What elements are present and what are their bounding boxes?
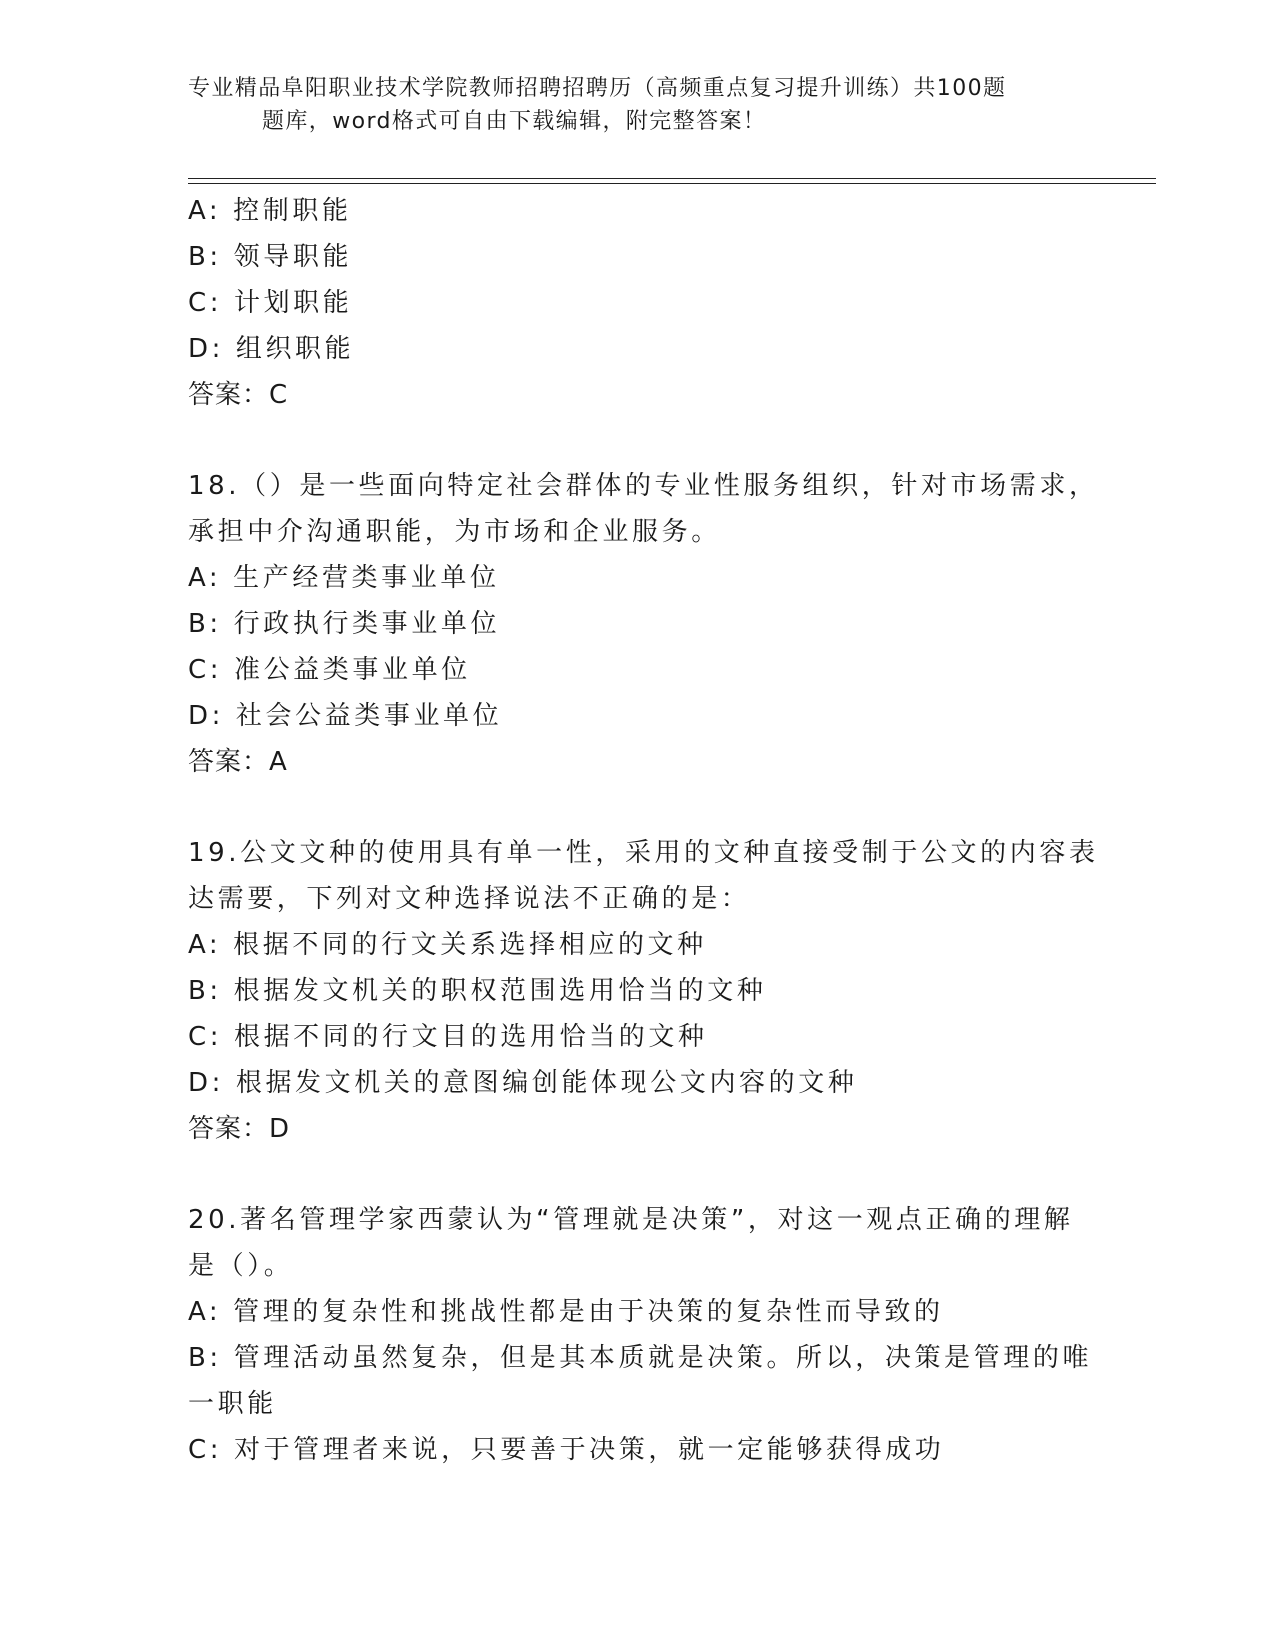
- question-17: [188, 188, 1088, 418]
- question-stem-line-1: 18.（）是一些面向特定社会群体的专业性服务组织，针对市场需求，: [188, 471, 1099, 501]
- question-stem-line-1: 19.公文文种的使用具有单一性，采用的文种直接受制于公文的内容表: [188, 838, 1099, 868]
- option-b: B: 行政执行类事业单位: [188, 609, 501, 639]
- question-stem-line-2: 是（）。: [188, 1251, 294, 1281]
- question-18: [188, 463, 1099, 785]
- option-b: B: 根据发文机关的职权范围选用恰当的文种: [188, 976, 767, 1006]
- answer: 答案：D: [188, 1114, 291, 1144]
- page-header: [188, 72, 1068, 138]
- question-stem-line-1: 20.著名管理学家西蒙认为“管理就是决策”，对这一观点正确的理解: [188, 1205, 1074, 1235]
- option-b: B: 管理活动虽然复杂，但是其本质就是决策。所以，决策是管理的唯: [188, 1343, 1093, 1373]
- header-title-line-2: 题库，word格式可自由下载编辑，附完整答案！: [262, 109, 767, 134]
- option-c: C: 对于管理者来说，只要善于决策，就一定能够获得成功: [188, 1435, 945, 1465]
- option-d: D: 组织职能: [188, 334, 355, 364]
- question-stem-line-2: 承担中介沟通职能，为市场和企业服务。: [188, 517, 721, 547]
- question-stem-line-2: 达需要，下列对文种选择说法不正确的是：: [188, 884, 751, 914]
- spacer: [188, 418, 1088, 463]
- header-divider-top: [188, 178, 1156, 179]
- option-b-continued: 一职能: [188, 1389, 277, 1419]
- option-d: D: 社会公益类事业单位: [188, 701, 503, 731]
- option-c: C: 根据不同的行文目的选用恰当的文种: [188, 1022, 708, 1052]
- option-c: C: 准公益类事业单位: [188, 655, 471, 685]
- answer: 答案：C: [188, 380, 289, 410]
- option-c: C: 计划职能: [188, 288, 353, 318]
- spacer: [188, 785, 1088, 830]
- option-d: D: 根据发文机关的意图编创能体现公文内容的文种: [188, 1068, 858, 1098]
- option-b: B: 领导职能: [188, 242, 353, 272]
- header-divider-bottom: [188, 183, 1156, 184]
- option-a: A: 生产经营类事业单位: [188, 563, 500, 593]
- option-a: A: 根据不同的行文关系选择相应的文种: [188, 930, 707, 960]
- spacer: [188, 1152, 1088, 1197]
- question-19: [188, 830, 1099, 1152]
- option-a: A: 管理的复杂性和挑战性都是由于决策的复杂性而导致的: [188, 1297, 944, 1327]
- question-20: [188, 1197, 1093, 1473]
- option-a: A: 控制职能: [188, 196, 352, 226]
- header-title-line-1: 专业精品阜阳职业技术学院教师招聘招聘历（高频重点复习提升训练）共100题: [188, 76, 1007, 101]
- answer: 答案：A: [188, 747, 288, 777]
- question-list: [188, 188, 1099, 1473]
